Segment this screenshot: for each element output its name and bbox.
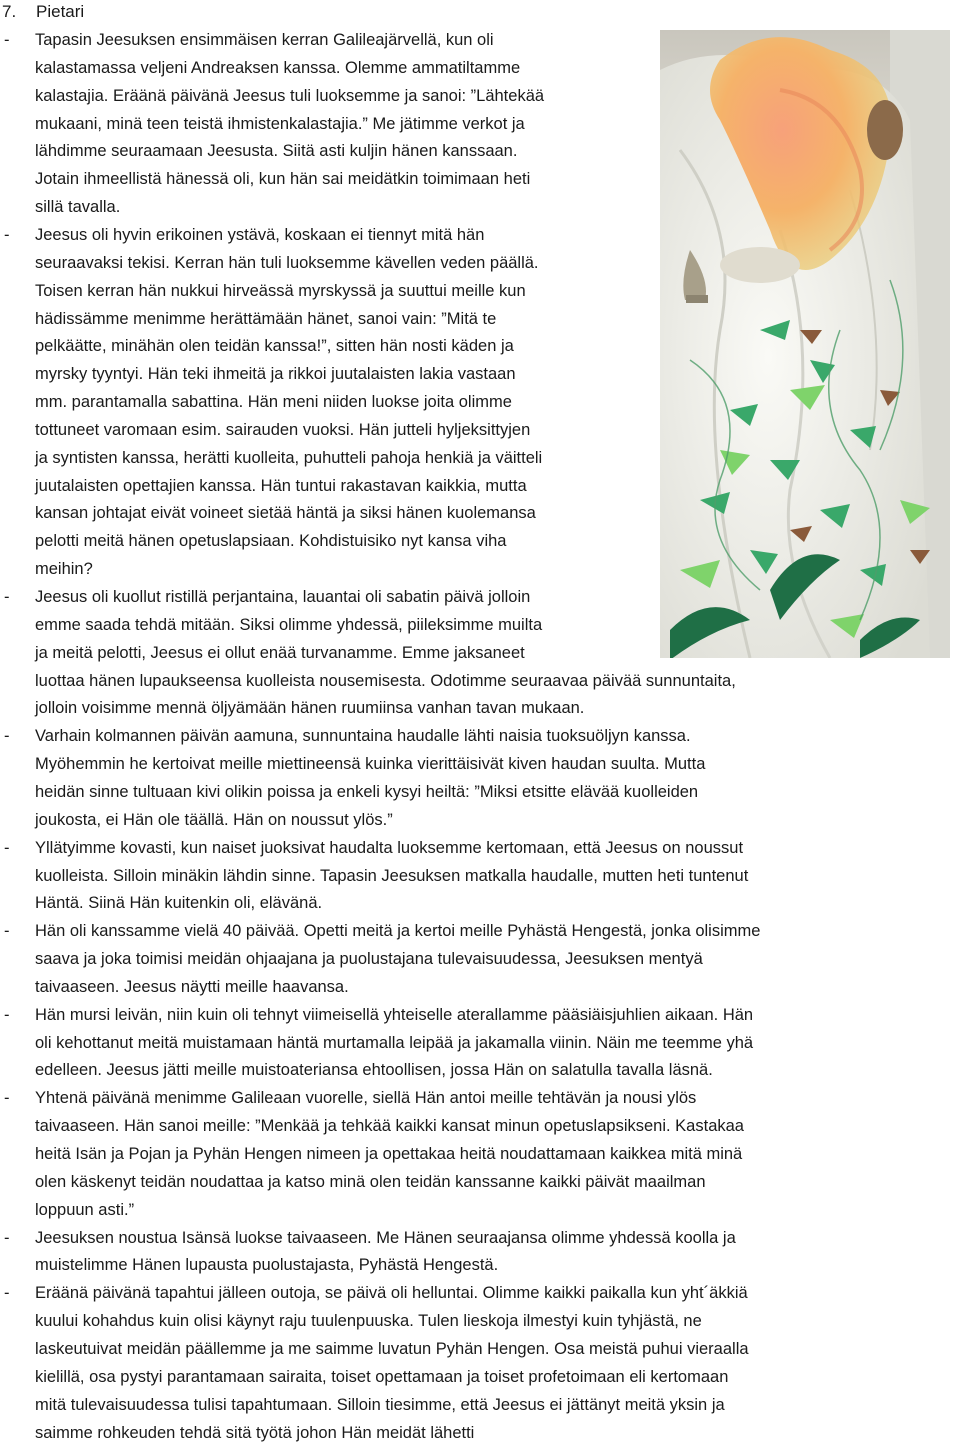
text-line: Eräänä päivänä tapahtui jälleen outoja, se päivä oli helluntai. Olimme kaikki paikalla kun yht´äkkiä [35, 1284, 748, 1302]
bullet-dash: - [4, 1089, 10, 1107]
text-line: heitä Isän ja Pojan ja Pyhän Hengen nimeen ja opettakaa heitä noudattamaan kaikkea mitä minä [35, 1145, 743, 1163]
text-line: Yllätyimme kovasti, kun naiset juoksivat haudalta luoksemme kertomaan, että Jeesus on noussut [35, 839, 744, 857]
text-line: ja meitä pelotti, Jeesus ei ollut enää turvanamme. Emme jaksaneet [35, 644, 525, 662]
text-line: heidän sinne tultuaan kivi olikin poissa ja enkeli kysyi heiltä: ”Miksi etsitte elävää kuolleiden [35, 783, 699, 801]
bullet-dash: - [4, 31, 10, 49]
text-line: muistelimme Hänen lupausta puolustajasta, Pyhästä Hengestä. [35, 1256, 499, 1274]
text-line: myrsky tyyntyi. Hän teki ihmeitä ja rikkoi juutalaisten lakia vastaan [35, 365, 516, 383]
text-line: seuraavaksi tekisi. Kerran hän tuli luoksemme kävellen veden päällä. [35, 254, 539, 272]
text-line: pelkäätte, minähän olen teidän kanssa!”, sitten hän nosti käden ja [35, 337, 514, 355]
text-line: kalastajia. Eräänä päivänä Jeesus tuli luoksemme ja sanoi: ”Lähtekää [35, 87, 545, 105]
text-line: Häntä. Siinä Hän kuitenkin oli, elävänä. [35, 894, 323, 912]
text-line: kuolleista. Silloin minäkin lähdin sinne. Tapasin Jeesuksen matkalla haudalle, mutten heti tuntenut [35, 867, 749, 885]
bullet-dash: - [4, 226, 10, 244]
text-line: Jeesuksen noustua Isänsä luokse taivaaseen. Me Hänen seuraajansa olimme yhdessä koolla ja [35, 1229, 736, 1247]
text-line: mukaani, minä teen teistä ihmistenkalastajia.” Me jätimme verkot ja [35, 115, 525, 133]
text-line: sillä tavalla. [35, 198, 121, 216]
text-line: taivaaseen. Hän sanoi meille: ”Menkää ja tehkää kaikki kansat minun opetuslapsikseni. Kastakaa [35, 1117, 744, 1135]
text-line: kielillä, osa pystyi parantamaan sairaita, toiset opettamaan ja toiset profetoimaan eli kertomaan [35, 1368, 729, 1386]
bullet-dash: - [4, 727, 10, 745]
text-line: meihin? [35, 560, 93, 578]
text-line: laskeutuivat meidän päällemme ja me saimme luvatun Pyhän Hengen. Osa meistä puhui vieraalla [35, 1340, 749, 1358]
text-line: Tapasin Jeesuksen ensimmäisen kerran Galileajärvellä, kun oli [35, 31, 494, 49]
text-line: kansan johtajat eivät voineet sietää häntä ja siksi hänen kuolemansa [35, 504, 536, 522]
text-line: loppuun asti.” [35, 1201, 135, 1219]
text-line: mm. parantamalla sabattina. Hän meni niiden luokse joita olimme [35, 393, 512, 411]
text-line: Jotain ihmeellistä hänessä oli, kun hän sai meidätkin toimimaan heti [35, 170, 531, 188]
altar-photo [660, 30, 950, 658]
text-line: hädissämme menimme herättämään hänet, sanoi vain: ”Mitä te [35, 310, 497, 328]
text-line: taivaaseen. Jeesus näytti meille haavansa. [35, 978, 349, 996]
section-title: Pietari [36, 2, 85, 21]
text-line: jolloin voisimme mennä öljyämään hänen ruumiinsa vanhan tavan mukaan. [35, 699, 585, 717]
text-line: Toisen kerran hän nukkui hirveässä myrskyssä ja suuttui meille kun [35, 282, 526, 300]
text-line: Varhain kolmannen päivän aamuna, sunnuntaina haudalle lähti naisia tuoksuöljyn kanssa. [35, 727, 691, 745]
bullet-dash: - [4, 1284, 10, 1302]
text-line: edelleen. Jeesus jätti meille muistoateriansa ehtoollisen, jossa Hän on salatulla tavalla läsnä. [35, 1061, 713, 1079]
text-line: oli kehottanut meitä muistamaan häntä murtamalla leipää ja jakamalla viinin. Näin me teemme yhä [35, 1034, 754, 1052]
text-line: kuului kohahdus kuin olisi käynyt raju tuulenpuuska. Tulen lieskoja ilmestyi kuin tyhjästä, ne [35, 1312, 702, 1330]
text-line: Jeesus oli kuollut ristillä perjantaina, lauantai oli sabatin päivä jolloin [35, 588, 531, 606]
text-line: olen käskenyt teidän noudattaa ja katso minä olen teidän kanssanne kaikki päivät maailman [35, 1173, 706, 1191]
bullet-dash: - [4, 922, 10, 940]
text-line: Hän oli kanssamme vielä 40 päivää. Opetti meitä ja kertoi meille Pyhästä Hengestä, jonka olisimme [35, 922, 761, 940]
bullet-dash: - [4, 839, 10, 857]
text-line: tottuneet varomaan esim. sairauden vuoksi. Hän jutteli hyljeksittyjen [35, 421, 531, 439]
text-line: mitä tulevaisuudessa tulisi tapahtumaan. Silloin tiesimme, että Jeesus ei jättänyt meitä yksin ja [35, 1396, 725, 1414]
text-line: kalastamassa veljeni Andreaksen kanssa. Olemme ammatiltamme [35, 59, 521, 77]
text-line: luottaa hänen lupaukseensa kuolleista nousemisesta. Odotimme seuraavaa päivää sunnuntaita, [35, 672, 736, 690]
section-number: 7. [2, 2, 17, 21]
text-line: pelotti meitä hänen opetuslapsiaan. Kohdistuisiko nyt kansa viha [35, 532, 507, 550]
text-line: emme saada tehdä mitään. Siksi olimme yhdessä, piileksimme muilta [35, 616, 543, 634]
text-line: Myöhemmin he kertoivat meille miettineensä kuinka vierittäisivät kiven haudan suulta. Mutta [35, 755, 706, 773]
text-line: juutalaisten opettajien kanssa. Hän tuntui rakastavan kaikkia, mutta [35, 477, 527, 495]
bullet-dash: - [4, 588, 10, 606]
text-line: joukosta, ei Hän ole täällä. Hän on noussut ylös.” [35, 811, 393, 829]
text-line: lähdimme seuraamaan Jeesusta. Siitä asti kuljin hänen kanssaan. [35, 142, 518, 160]
text-line: Hän mursi leivän, niin kuin oli tehnyt viimeisellä yhteiselle aterallamme pääsiäisjuhlien aikaan. Hän [35, 1006, 754, 1024]
text-line: saimme rohkeuden tehdä sitä työtä johon Hän meidät lähetti [35, 1424, 475, 1442]
text-line: Jeesus oli hyvin erikoinen ystävä, koskaan ei tiennyt mitä hän [35, 226, 485, 244]
text-line: Yhtenä päivänä menimme Galileaan vuorelle, siellä Hän antoi meille tehtävän ja nousi ylös [35, 1089, 697, 1107]
text-line: saava ja joka toimisi meidän ohjaajana ja puolustajana tulevaisuudessa, Jeesuksen mentyä [35, 950, 703, 968]
bullet-dash: - [4, 1229, 10, 1247]
bullet-dash: - [4, 1006, 10, 1024]
text-line: ja syntisten kanssa, herätti kuolleita, puhutteli pahoja henkiä ja väitteli [35, 449, 543, 467]
